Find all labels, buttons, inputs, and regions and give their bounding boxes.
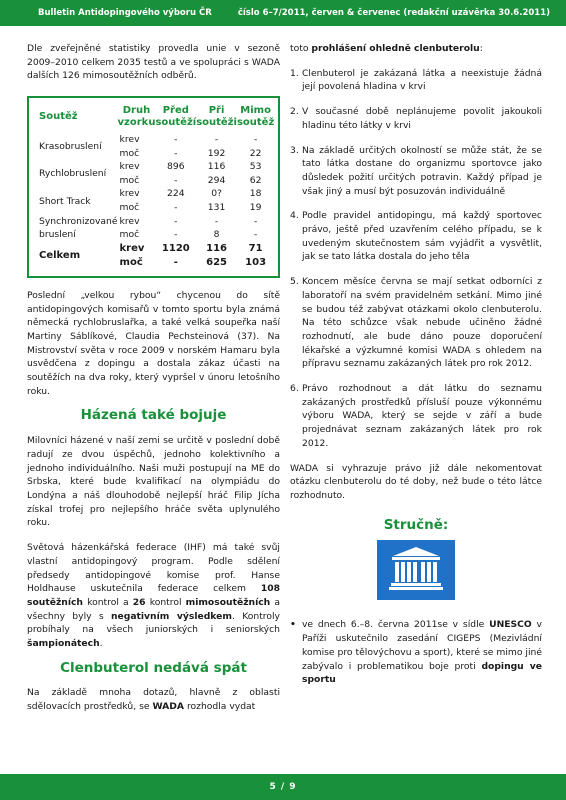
bold-run: prohlášení ohledně clenbuterolu xyxy=(311,43,480,54)
item-number: 6. xyxy=(290,383,299,395)
sample-type: moč xyxy=(119,202,140,214)
sample-type: moč xyxy=(119,147,140,159)
item-number: 2. xyxy=(290,106,299,118)
handball-paragraph-1: Milovníci házené v naší zemi se určitě v poslední době radují ze dvou úspěchů, jednoho kolektivního a jednoho individuálního. Naši muži postupují na ME do Srbska, které bude kvalifikací na olympiádu do Londýna a náš dlouhodobě nejlepší hráč Filip Jícha získal trofej pro nejlepšího hráče světa uplynulého roku. xyxy=(27,435,280,529)
item-text: V současné době neplánujeme povolit jakoukoli hladinu této látky v krvi xyxy=(302,106,542,131)
text-run: . xyxy=(99,638,103,650)
table-header-row xyxy=(39,105,274,133)
doping-stats-box xyxy=(27,96,280,278)
table-cell: 62 xyxy=(249,174,262,186)
brief-list xyxy=(290,618,542,687)
bold-run: UNESCO xyxy=(489,619,532,631)
text-run: kontrol a xyxy=(82,596,133,608)
brief-heading: Stručně: xyxy=(383,516,449,533)
footer-bar xyxy=(0,774,566,800)
bold-run: dopingu ve sportu xyxy=(302,660,542,686)
text-run: rozhodla vydat xyxy=(184,701,256,713)
table-cell: 224 xyxy=(167,188,185,200)
right-column xyxy=(290,42,542,687)
unesco-logo xyxy=(377,540,455,600)
table-cell: 896 xyxy=(167,161,185,173)
intro-paragraph: Dle zveřejněné statistiky provedla unie v sezoně 2009–2010 celkem 2035 testů a ve spolupráci s WADA dalších 126 mimosoutěžních odběrů. xyxy=(27,43,280,82)
list-item xyxy=(290,144,542,199)
handball-paragraph-2 xyxy=(27,541,280,651)
item-text: Na základě určitých okolností se může stát, že se tato látka dostane do organizmu sportovce jako důsledek požití určitých potravin. Každý případ je však jiný a musí být posuzován individuálně xyxy=(302,144,542,197)
sport-name: Krasobruslení xyxy=(39,141,102,153)
table-cell: - xyxy=(214,215,219,227)
bullet-text xyxy=(302,618,542,687)
table-cell: - xyxy=(174,215,178,227)
issue-info: číslo 6–7/2011, červen & červenec (redakční uzávěrka 30.6.2011) xyxy=(237,8,550,18)
bold-run: negativním výsledkem xyxy=(110,610,232,622)
text-run: Na základě mnoha dotazů, hlavně z oblasti sdělovacích prostředků, se xyxy=(27,687,280,713)
table-cell: 116 xyxy=(207,161,226,173)
item-number: 4. xyxy=(290,210,299,222)
sample-type: krev xyxy=(119,134,140,146)
table-cell: 192 xyxy=(207,147,226,159)
table-row xyxy=(39,187,274,201)
table-cell: - xyxy=(174,174,178,186)
table-cell: 53 xyxy=(249,161,262,173)
text-run: Světová házenkářská federace (IHF) má také svůj vlastní antidopingový program. Podle sdělení předsedy antidopingové komise prof. Hanse Holdhause uskutečnila federace celkem xyxy=(27,542,280,595)
sample-type: moč xyxy=(119,256,143,268)
col-header-sport: Soutěž xyxy=(39,111,78,123)
col-header-out: Mimo soutěž xyxy=(236,105,275,129)
statement-intro xyxy=(290,42,542,56)
total-label: Celkem xyxy=(39,249,81,261)
table-cell: 625 xyxy=(206,256,228,268)
sample-type: krev xyxy=(119,161,140,173)
text-run: v Paříži uskutečnilo zasedání CIGEPS (Mezivládní komise pro tělovýchovu a sport), které se mimo jiné zabývalo i problematikou boje proti xyxy=(302,619,542,672)
table-cell: - xyxy=(253,215,258,227)
item-text: Koncem měsíce června se mají setkat odborníci z laboratoří na svém pravidelném setkání. Mimo jiné se budou též zabývat otázkami okolo clenbuterolu. Na této schůzce však nebude učiněno žádné rozhodnutí, ale bude dáno pouze doporučení lékařské a výzkumné komisi WADA s ohledem na přípravu seznamu zakázaných látek pro rok 2012. xyxy=(302,276,542,370)
item-text: Právo rozhodnout a dát látku do seznamu zakázaných prostředků přísluší pouze výkonnému výboru WADA, který se sejde v září a bude projednávat seznam zakázaných látek pro rok 2012. xyxy=(302,383,542,449)
table-row xyxy=(39,133,274,147)
page-number: 5 / 9 xyxy=(269,782,297,792)
table-cell: - xyxy=(174,229,178,241)
table-cell: - xyxy=(174,147,178,159)
list-item xyxy=(290,67,542,94)
table-cell: 1120 xyxy=(161,242,190,254)
header-bar xyxy=(0,0,566,26)
table-cell: - xyxy=(173,256,178,268)
table-cell: 116 xyxy=(206,242,228,254)
sample-type: krev xyxy=(119,242,145,254)
text-run: ve dnech 6.–8. června 2011se v sídle xyxy=(302,619,490,631)
list-item xyxy=(290,382,542,451)
table-cell: 8 xyxy=(213,229,220,241)
list-item xyxy=(290,209,542,264)
sample-type: moč xyxy=(119,229,140,241)
sample-type: moč xyxy=(119,174,140,186)
bold-run: 108 soutěžních xyxy=(27,583,280,608)
table-row xyxy=(39,160,274,174)
table-cell: - xyxy=(214,134,219,146)
table-cell: 131 xyxy=(207,202,226,214)
text-run: a všechny byly s xyxy=(27,596,280,622)
bold-run: mimosoutěžních xyxy=(185,596,271,608)
text-run: . Kontroly probíhaly na všech juniorských i seniorských xyxy=(27,610,280,636)
left-column xyxy=(27,42,280,714)
item-number: 1. xyxy=(290,67,299,79)
sport-name: Rychlobruslení xyxy=(39,168,107,180)
clenbuterol-paragraph xyxy=(27,686,280,713)
text-run: toto xyxy=(290,43,312,54)
item-number: 3. xyxy=(290,144,299,156)
col-header-pre: Před soutěží xyxy=(155,105,197,129)
table-cell: - xyxy=(174,134,178,146)
handball-heading: Házená také bojuje xyxy=(80,407,227,424)
bold-run: šampionátech xyxy=(27,638,100,650)
bulletin-title: Bulletin Antidopingového výboru ČR xyxy=(38,8,212,18)
bold-run: WADA xyxy=(152,701,185,713)
total-row xyxy=(39,242,274,256)
table-cell: - xyxy=(253,134,258,146)
statement-list xyxy=(290,67,542,451)
temple-icon xyxy=(377,540,455,600)
col-header-in: Při soutěži xyxy=(196,105,237,129)
item-number: 5. xyxy=(290,276,299,288)
list-item xyxy=(290,275,542,371)
text-run: : xyxy=(479,43,483,54)
sample-type: krev xyxy=(119,215,140,227)
table-cell: 0? xyxy=(211,188,222,200)
clenbuterol-heading: Clenbuterol nedává spát xyxy=(60,659,247,676)
bullet-icon: • xyxy=(290,619,296,631)
table-cell: 294 xyxy=(207,174,226,186)
text-run: kontrol xyxy=(145,596,186,608)
big-fish-paragraph: Poslední „velkou rybou“ chycenou do sítě antidopingových komisařů v tomto sportu byla známá německá rychlobruslařka, a také velká soupeřka naší Martiny Sáblíkové, Claudia Pechsteinová (37). Na Mistrovství světa v roce 2009 v norském Hamaru byla usvědčena z dopingu a dostala zákaz účasti na soutěžích na dva roky, který vypršel v únoru letošního roku. xyxy=(27,289,280,397)
sport-name: Short Track xyxy=(39,195,91,207)
sport-name: Synchronizované bruslení xyxy=(39,216,118,241)
list-item xyxy=(290,105,542,132)
table-cell: - xyxy=(174,202,178,214)
table-cell: 71 xyxy=(248,242,263,254)
doping-stats-table xyxy=(39,105,274,270)
sample-type: krev xyxy=(119,188,140,200)
bold-run: 26 xyxy=(132,596,146,608)
col-header-sample: Druh vzorku xyxy=(117,105,156,129)
list-item xyxy=(290,618,542,687)
item-text: Podle pravidel antidopingu, má každý sportovec právo, ještě před uzavřením celého případu, se k uvedeným skutečnostem sám vyjádřit a vysvětlit, jak se tato látka dostala do jeho těla xyxy=(302,210,542,263)
table-cell: 18 xyxy=(249,188,262,200)
table-cell: 103 xyxy=(245,256,267,268)
table-row xyxy=(39,215,274,229)
table-cell: - xyxy=(253,229,258,241)
table-cell: 22 xyxy=(249,147,262,159)
wada-note: WADA si vyhrazuje právo již dále nekomentovat otázku clenbuterolu do té doby, než bude o této látce rozhodnuto. xyxy=(290,462,542,501)
table-cell: 19 xyxy=(249,202,262,214)
item-text: Clenbuterol je zakázaná látka a neexistuje žádná její povolená hladina v krvi xyxy=(302,67,542,93)
